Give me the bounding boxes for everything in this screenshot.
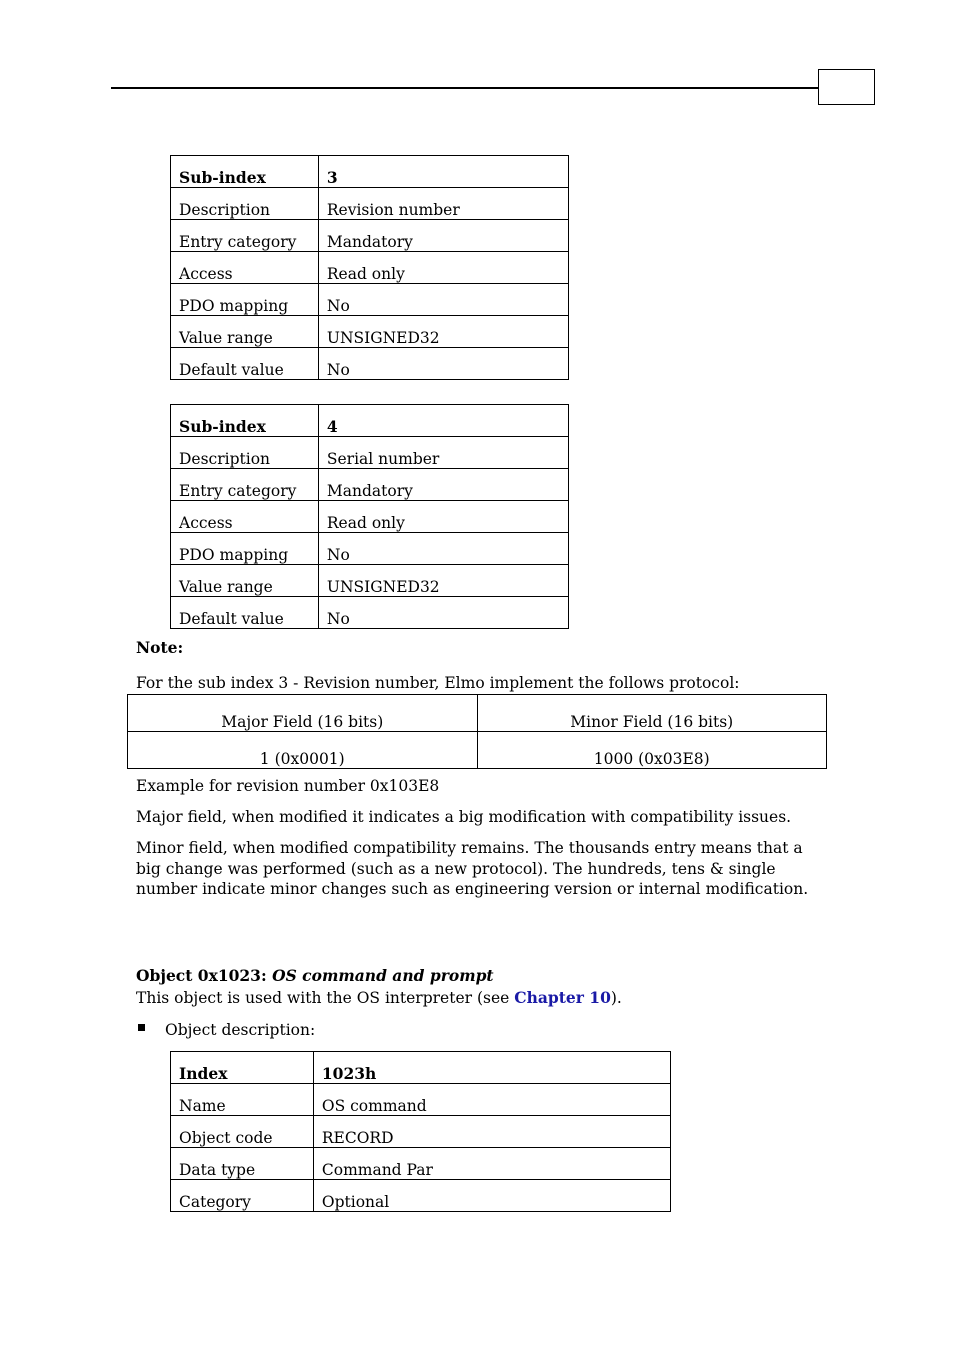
table-row [171, 405, 569, 437]
table-cell: Access [171, 252, 319, 284]
table-cell: Revision number [318, 188, 568, 220]
table-cell: Data type [171, 1148, 314, 1180]
example-paragraph: Example for revision number 0x103E8 [136, 777, 440, 795]
table-cell: Read only [318, 501, 568, 533]
subindex-3-table [170, 155, 569, 380]
table-cell: 3 [318, 156, 568, 188]
table-cell: Read only [318, 252, 568, 284]
table-cell: No [318, 348, 568, 380]
table-row [171, 220, 569, 252]
chapter-10-link[interactable]: Chapter 10 [514, 988, 611, 1007]
table-cell: Optional [313, 1180, 670, 1212]
table-cell: 1023h [313, 1052, 670, 1084]
object-heading-id: Object 0x1023: [136, 966, 273, 985]
note-label: Note: [136, 638, 184, 657]
subindex-4-table [170, 404, 569, 629]
table-cell: RECORD [313, 1116, 670, 1148]
table-cell: Category [171, 1180, 314, 1212]
table-header-cell: Minor Field (16 bits) [477, 695, 827, 732]
table-cell: Access [171, 501, 319, 533]
table-cell: 4 [318, 405, 568, 437]
table-cell: No [318, 284, 568, 316]
table-cell: Sub-index [171, 156, 319, 188]
table-row [171, 533, 569, 565]
table-row [171, 1052, 671, 1084]
revision-protocol-table [127, 694, 827, 769]
table-cell: Description [171, 188, 319, 220]
table-row [171, 565, 569, 597]
object-description-text: This object is used with the OS interpreter (see [136, 989, 515, 1007]
table-cell: Value range [171, 316, 319, 348]
table-row [171, 348, 569, 380]
table-cell: UNSIGNED32 [318, 565, 568, 597]
bullet-text: Object description: [165, 1021, 316, 1039]
table-cell: Sub-index [171, 405, 319, 437]
table-row [171, 156, 569, 188]
table-cell: 1000 (0x03E8) [477, 732, 827, 769]
table-cell: Name [171, 1084, 314, 1116]
table-row [128, 695, 827, 732]
table-row [171, 597, 569, 629]
table-cell: Description [171, 437, 319, 469]
table-header-cell: Major Field (16 bits) [128, 695, 478, 732]
table-cell: Object code [171, 1116, 314, 1148]
table-cell: Mandatory [318, 469, 568, 501]
table-cell: Entry category [171, 220, 319, 252]
table-cell: PDO mapping [171, 284, 319, 316]
table-cell: UNSIGNED32 [318, 316, 568, 348]
table-row [128, 732, 827, 769]
table-cell: Default value [171, 597, 319, 629]
table-cell: Serial number [318, 437, 568, 469]
table-cell: Index [171, 1052, 314, 1084]
table-row [171, 437, 569, 469]
table-cell: 1 (0x0001) [128, 732, 478, 769]
table-cell: OS command [313, 1084, 670, 1116]
minor-field-paragraph: Minor field, when modified compatibility remains. The thousands entry means that a big change was performed (such as a new protocol). The hundreds, tens & single number indicate minor changes such as engineering version or internal modification. [136, 839, 809, 898]
note-intro: For the sub index 3 - Revision number, Elmo implement the follows protocol: [136, 674, 740, 692]
table-cell: Entry category [171, 469, 319, 501]
table-row [171, 284, 569, 316]
table-cell: Mandatory [318, 220, 568, 252]
table-cell: PDO mapping [171, 533, 319, 565]
table-row [171, 501, 569, 533]
object-1023-table [170, 1051, 671, 1212]
table-row [171, 469, 569, 501]
major-field-paragraph: Major field, when modified it indicates a big modification with compatibility issues. [136, 808, 792, 826]
table-row [171, 1148, 671, 1180]
bullet-square-icon [138, 1024, 145, 1031]
header-rule [111, 87, 819, 89]
page-number-box [818, 69, 875, 105]
object-heading-title: OS command and prompt [272, 966, 494, 985]
table-cell: Default value [171, 348, 319, 380]
table-row [171, 252, 569, 284]
table-cell: No [318, 597, 568, 629]
table-cell: No [318, 533, 568, 565]
object-heading [136, 966, 826, 987]
object-description [136, 988, 826, 1009]
table-row [171, 1180, 671, 1212]
table-row [171, 1116, 671, 1148]
table-row [171, 316, 569, 348]
table-row [171, 188, 569, 220]
table-cell: Value range [171, 565, 319, 597]
object-description-suffix: ). [610, 989, 622, 1007]
table-row [171, 1084, 671, 1116]
table-cell: Command Par [313, 1148, 670, 1180]
